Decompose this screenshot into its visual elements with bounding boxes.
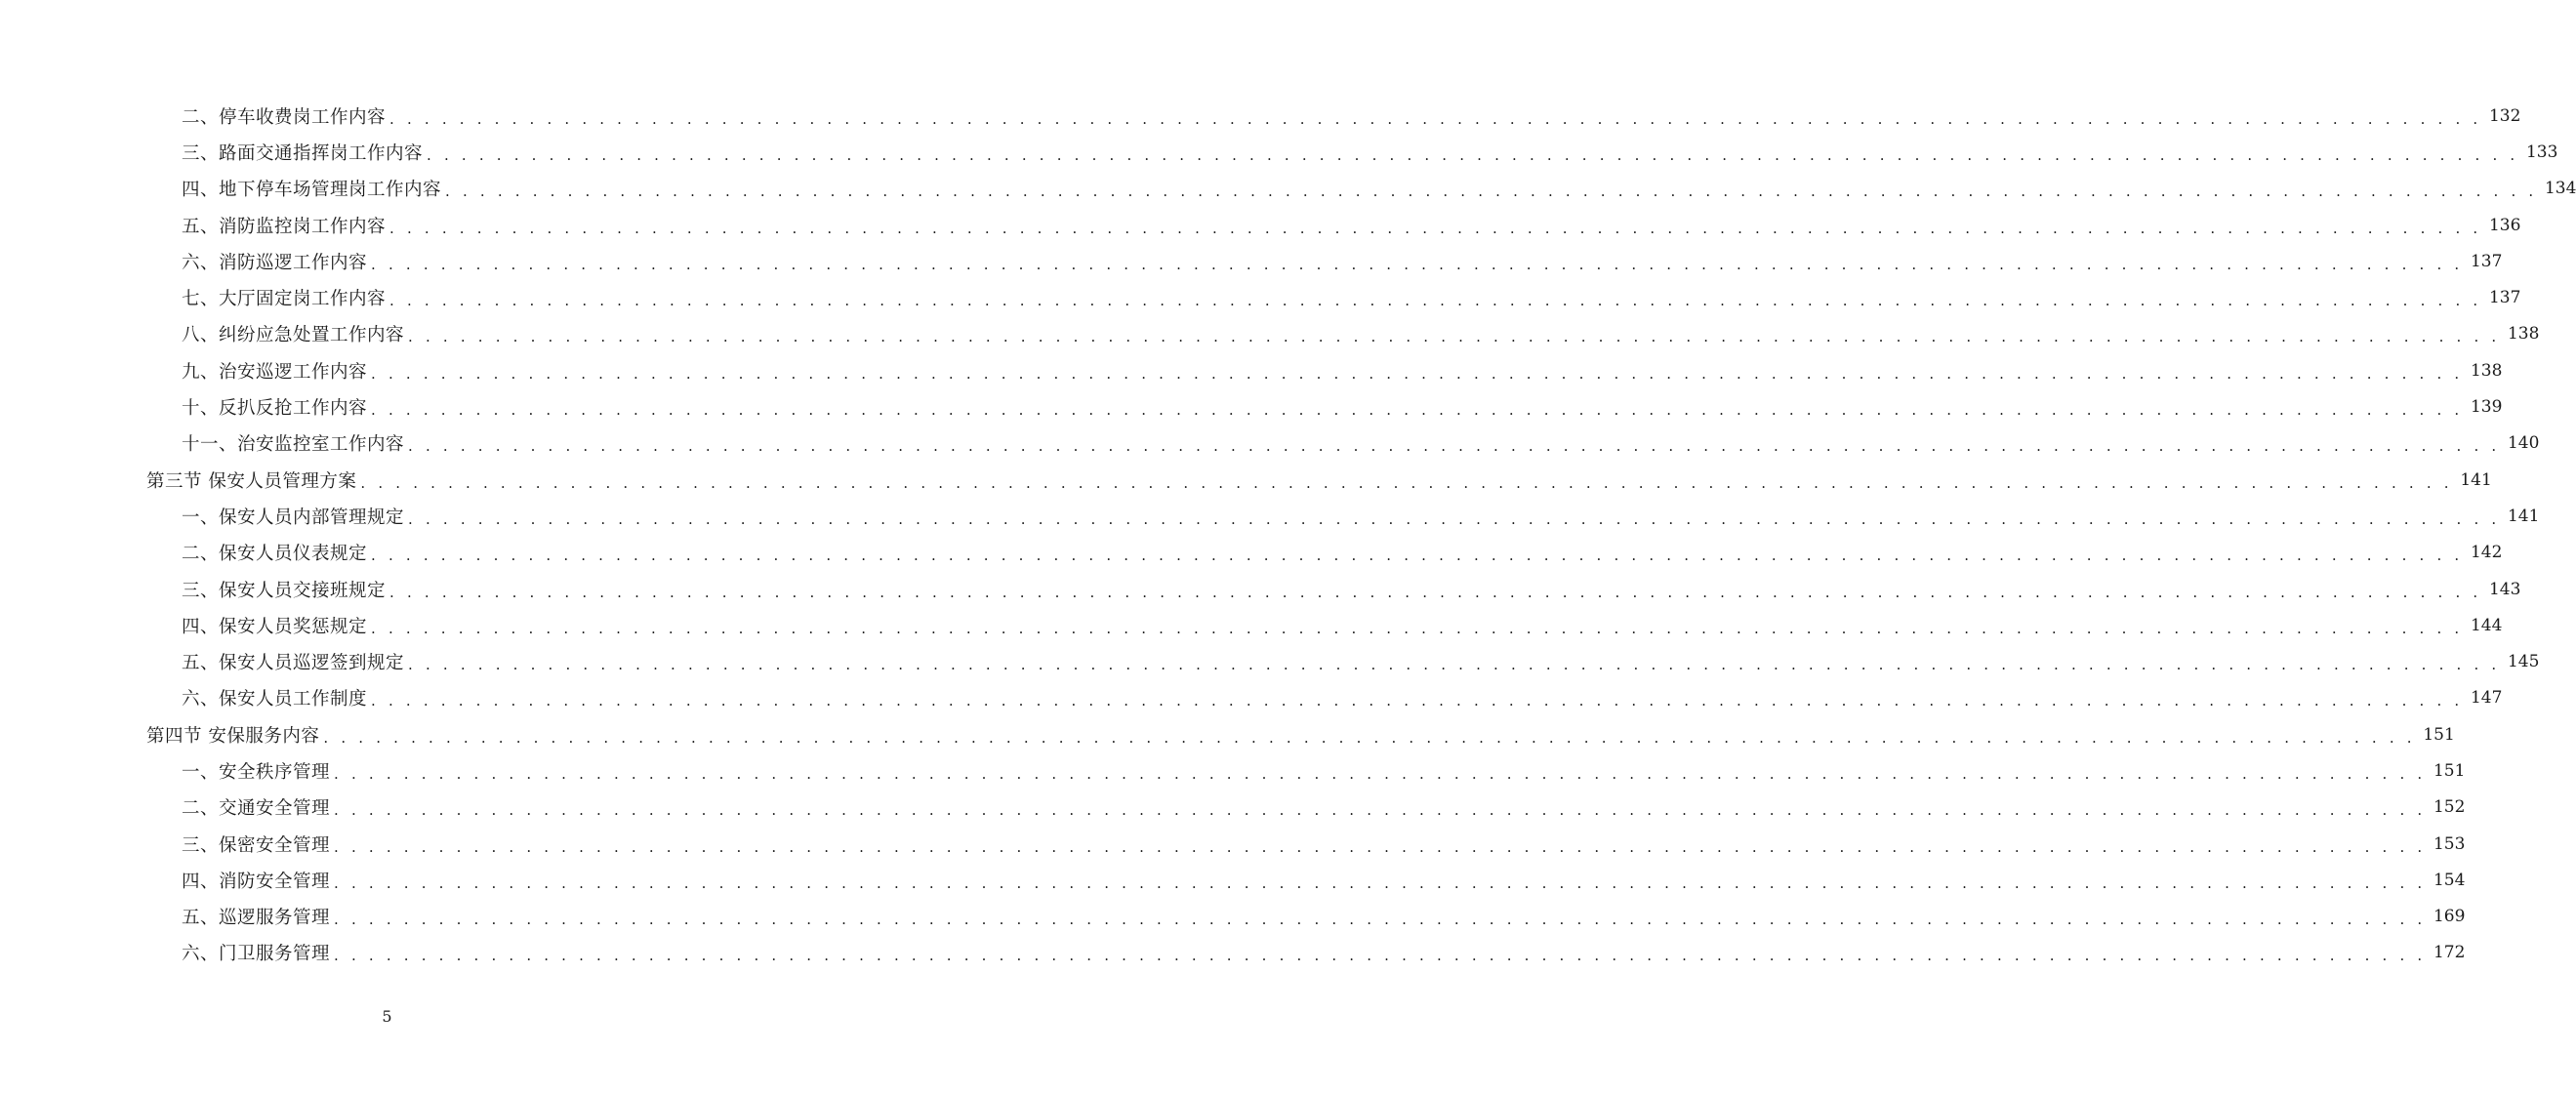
toc-entry-page-number: 137 bbox=[2470, 251, 2503, 271]
toc-dot-leader: . . . . . . . . . . . . . . . . . . . . . . . . . . . . . . . . . . . . . . . . . . . . . . . . . . . . . . . . . . . . . . . . . . . . . . . . . . . . . . . . . . . . . . . . . . . . . . . . . . . . . . . . . . . . . . . . . . . . . . . . bbox=[334, 764, 2427, 783]
toc-entry-title: 二、停车收费岗工作内容 bbox=[182, 106, 387, 128]
toc-entry-title: 六、消防巡逻工作内容 bbox=[182, 252, 368, 273]
toc-entry[interactable] bbox=[0, 571, 2521, 607]
toc-entry-page-number: 169 bbox=[2433, 907, 2466, 927]
toc-dot-leader: . . . . . . . . . . . . . . . . . . . . . . . . . . . . . . . . . . . . . . . . . . . . . . . . . . . . . . . . . . . . . . . . . . . . . . . . . . . . . . . . . . . . . . . . . . . . . . . . . . . . . . . . . . . . . . . . . . . . . . . . bbox=[334, 911, 2427, 929]
toc-entry[interactable] bbox=[0, 790, 2466, 826]
toc-entry[interactable] bbox=[0, 826, 2466, 862]
toc-entry-page-number: 143 bbox=[2488, 579, 2521, 599]
toc-dot-leader: . . . . . . . . . . . . . . . . . . . . . . . . . . . . . . . . . . . . . . . . . . . . . . . . . . . . . . . . . . . . . . . . . . . . . . . . . . . . . . . . . . . . . . . . . . . . . . . . . . . . . . . . . . . . . . . . . . . . . . . . bbox=[408, 656, 2501, 674]
toc-entry[interactable] bbox=[0, 243, 2503, 279]
toc-entry-title: 三、保安人员交接班规定 bbox=[182, 580, 387, 601]
toc-entry-page-number: 134 bbox=[2544, 179, 2576, 199]
toc-entry-title: 三、路面交通指挥岗工作内容 bbox=[182, 142, 424, 164]
toc-dot-leader: . . . . . . . . . . . . . . . . . . . . . . . . . . . . . . . . . . . . . . . . . . . . . . . . . . . . . . . . . . . . . . . . . . . . . . . . . . . . . . . . . . . . . . . . . . . . . . . . . . . . . . . . . . . . . . . . . . . . . . . . bbox=[389, 583, 2482, 601]
toc-entry[interactable] bbox=[0, 899, 2466, 935]
toc-entry-title: 六、保安人员工作制度 bbox=[182, 689, 368, 710]
toc-entry-title: 第四节 安保服务内容 bbox=[146, 725, 320, 747]
toc-dot-leader: . . . . . . . . . . . . . . . . . . . . . . . . . . . . . . . . . . . . . . . . . . . . . . . . . . . . . . . . . . . . . . . . . . . . . . . . . . . . . . . . . . . . . . . . . . . . . . . . . . . . . . . . . . . . . . . . . . . . . . . . bbox=[371, 255, 2464, 273]
toc-entry[interactable] bbox=[0, 352, 2503, 388]
toc-dot-leader: . . . . . . . . . . . . . . . . . . . . . . . . . . . . . . . . . . . . . . . . . . . . . . . . . . . . . . . . . . . . . . . . . . . . . . . . . . . . . . . . . . . . . . . . . . . . . . . . . . . . . . . . . . . . . . . . . . . . . . . . bbox=[445, 182, 2538, 201]
toc-entry-page-number: 138 bbox=[2507, 324, 2540, 345]
toc-dot-leader: . . . . . . . . . . . . . . . . . . . . . . . . . . . . . . . . . . . . . . . . . . . . . . . . . . . . . . . . . . . . . . . . . . . . . . . . . . . . . . . . . . . . . . . . . . . . . . . . . . . . . . . . . . . . . . . . . . . . . . . . bbox=[334, 873, 2427, 892]
toc-dot-leader: . . . . . . . . . . . . . . . . . . . . . . . . . . . . . . . . . . . . . . . . . . . . . . . . . . . . . . . . . . . . . . . . . . . . . . . . . . . . . . . . . . . . . . . . . . . . . . . . . . . . . . . . . . . . . . . . . . . . . . . . bbox=[389, 109, 2482, 128]
toc-entry-title: 五、巡逻服务管理 bbox=[182, 908, 331, 929]
toc-entry-page-number: 151 bbox=[2433, 760, 2466, 781]
toc-entry-title: 四、地下停车场管理岗工作内容 bbox=[182, 180, 442, 201]
toc-dot-leader: . . . . . . . . . . . . . . . . . . . . . . . . . . . . . . . . . . . . . . . . . . . . . . . . . . . . . . . . . . . . . . . . . . . . . . . . . . . . . . . . . . . . . . . . . . . . . . . . . . . . . . . . . . . . . . . . . . . . . . . . bbox=[408, 437, 2501, 456]
toc-entry-page-number: 145 bbox=[2507, 652, 2540, 672]
toc-entry[interactable] bbox=[0, 935, 2466, 971]
toc-entry-title: 五、保安人员巡逻签到规定 bbox=[182, 653, 405, 674]
toc-entry-title: 一、保安人员内部管理规定 bbox=[182, 507, 405, 528]
toc-dot-leader: . . . . . . . . . . . . . . . . . . . . . . . . . . . . . . . . . . . . . . . . . . . . . . . . . . . . . . . . . . . . . . . . . . . . . . . . . . . . . . . . . . . . . . . . . . . . . . . . . . . . . . . . . . . . . . . . . . . . . . . . bbox=[389, 219, 2482, 237]
toc-entry-page-number: 141 bbox=[2507, 506, 2540, 526]
toc-entry-page-number: 139 bbox=[2470, 397, 2503, 418]
toc-dot-leader: . . . . . . . . . . . . . . . . . . . . . . . . . . . . . . . . . . . . . . . . . . . . . . . . . . . . . . . . . . . . . . . . . . . . . . . . . . . . . . . . . . . . . . . . . . . . . . . . . . . . . . . . . . . . . . . . . . . . . . . . bbox=[427, 145, 2519, 164]
toc-entry[interactable] bbox=[0, 607, 2503, 643]
page-number: 5 bbox=[382, 1007, 392, 1026]
toc-entry-page-number: 137 bbox=[2488, 288, 2521, 308]
toc-entry-title: 二、保安人员仪表规定 bbox=[182, 544, 368, 565]
toc-entry-page-number: 133 bbox=[2525, 142, 2558, 162]
toc-dot-leader: . . . . . . . . . . . . . . . . . . . . . . . . . . . . . . . . . . . . . . . . . . . . . . . . . . . . . . . . . . . . . . . . . . . . . . . . . . . . . . . . . . . . . . . . . . . . . . . . . . . . . . . . . . . . . . . . . . . . . . . . bbox=[334, 801, 2427, 820]
toc-entry-title: 八、纠纷应急处置工作内容 bbox=[182, 325, 405, 346]
toc-entry-title: 四、消防安全管理 bbox=[182, 871, 331, 892]
toc-entry-page-number: 140 bbox=[2507, 433, 2540, 454]
table-of-contents bbox=[0, 98, 2576, 971]
toc-entry[interactable] bbox=[0, 98, 2521, 134]
toc-entry-page-number: 132 bbox=[2488, 105, 2521, 126]
toc-entry[interactable] bbox=[0, 316, 2540, 352]
toc-entry-page-number: 144 bbox=[2470, 615, 2503, 635]
toc-dot-leader: . . . . . . . . . . . . . . . . . . . . . . . . . . . . . . . . . . . . . . . . . . . . . . . . . . . . . . . . . . . . . . . . . . . . . . . . . . . . . . . . . . . . . . . . . . . . . . . . . . . . . . . . . . . . . . . . . . . . . . . . bbox=[371, 547, 2464, 565]
toc-entry[interactable] bbox=[0, 680, 2503, 716]
toc-entry-title: 五、消防监控岗工作内容 bbox=[182, 216, 387, 237]
toc-entry-page-number: 151 bbox=[2423, 724, 2455, 745]
toc-entry[interactable] bbox=[0, 498, 2540, 534]
toc-section-entry[interactable] bbox=[0, 716, 2455, 752]
toc-entry[interactable] bbox=[0, 279, 2521, 315]
toc-dot-leader: . . . . . . . . . . . . . . . . . . . . . . . . . . . . . . . . . . . . . . . . . . . . . . . . . . . . . . . . . . . . . . . . . . . . . . . . . . . . . . . . . . . . . . . . . . . . . . . . . . . . . . . . . . . . . . . . . . . . . . . . bbox=[334, 947, 2427, 965]
toc-dot-leader: . . . . . . . . . . . . . . . . . . . . . . . . . . . . . . . . . . . . . . . . . . . . . . . . . . . . . . . . . . . . . . . . . . . . . . . . . . . . . . . . . . . . . . . . . . . . . . . . . . . . . . . . . . . . . . . . . . . . . . . . bbox=[408, 509, 2501, 528]
toc-entry-title: 六、门卫服务管理 bbox=[182, 944, 331, 965]
toc-entry[interactable] bbox=[0, 388, 2503, 425]
toc-entry[interactable] bbox=[0, 752, 2466, 789]
toc-entry[interactable] bbox=[0, 171, 2576, 207]
toc-entry[interactable] bbox=[0, 134, 2558, 170]
toc-entry[interactable] bbox=[0, 535, 2503, 571]
toc-entry-title: 一、安全秩序管理 bbox=[182, 761, 331, 783]
toc-entry-title: 三、保密安全管理 bbox=[182, 834, 331, 856]
toc-dot-leader: . . . . . . . . . . . . . . . . . . . . . . . . . . . . . . . . . . . . . . . . . . . . . . . . . . . . . . . . . . . . . . . . . . . . . . . . . . . . . . . . . . . . . . . . . . . . . . . . . . . . . . . . . . . . . . . . . . . . . . . . bbox=[334, 837, 2427, 856]
toc-entry[interactable] bbox=[0, 643, 2540, 679]
toc-entry-page-number: 172 bbox=[2433, 943, 2466, 963]
toc-entry[interactable] bbox=[0, 862, 2466, 898]
toc-entry-page-number: 152 bbox=[2433, 797, 2466, 818]
toc-dot-leader: . . . . . . . . . . . . . . . . . . . . . . . . . . . . . . . . . . . . . . . . . . . . . . . . . . . . . . . . . . . . . . . . . . . . . . . . . . . . . . . . . . . . . . . . . . . . . . . . . . . . . . . . . . . . . . . . . . . . . . . . bbox=[408, 328, 2501, 346]
toc-entry-page-number: 153 bbox=[2433, 833, 2466, 854]
toc-dot-leader: . . . . . . . . . . . . . . . . . . . . . . . . . . . . . . . . . . . . . . . . . . . . . . . . . . . . . . . . . . . . . . . . . . . . . . . . . . . . . . . . . . . . . . . . . . . . . . . . . . . . . . . . . . . . . . . . . . . . . . . . bbox=[371, 364, 2464, 383]
toc-entry-title: 四、保安人员奖惩规定 bbox=[182, 616, 368, 637]
toc-entry-page-number: 147 bbox=[2470, 688, 2503, 709]
toc-entry-page-number: 142 bbox=[2470, 543, 2503, 563]
toc-entry[interactable] bbox=[0, 207, 2521, 243]
toc-dot-leader: . . . . . . . . . . . . . . . . . . . . . . . . . . . . . . . . . . . . . . . . . . . . . . . . . . . . . . . . . . . . . . . . . . . . . . . . . . . . . . . . . . . . . . . . . . . . . . . . . . . . . . . . . . . . . . . . . . . . . . . . bbox=[371, 401, 2464, 420]
toc-dot-leader: . . . . . . . . . . . . . . . . . . . . . . . . . . . . . . . . . . . . . . . . . . . . . . . . . . . . . . . . . . . . . . . . . . . . . . . . . . . . . . . . . . . . . . . . . . . . . . . . . . . . . . . . . . . . . . . . . . . . . . . . bbox=[360, 473, 2453, 492]
toc-section-entry[interactable] bbox=[0, 462, 2492, 498]
toc-entry-title: 二、交通安全管理 bbox=[182, 798, 331, 820]
toc-entry-page-number: 141 bbox=[2460, 469, 2492, 490]
toc-entry-page-number: 136 bbox=[2488, 215, 2521, 235]
toc-dot-leader: . . . . . . . . . . . . . . . . . . . . . . . . . . . . . . . . . . . . . . . . . . . . . . . . . . . . . . . . . . . . . . . . . . . . . . . . . . . . . . . . . . . . . . . . . . . . . . . . . . . . . . . . . . . . . . . . . . . . . . . . bbox=[371, 619, 2464, 637]
toc-entry-title: 七、大厅固定岗工作内容 bbox=[182, 289, 387, 310]
toc-dot-leader: . . . . . . . . . . . . . . . . . . . . . . . . . . . . . . . . . . . . . . . . . . . . . . . . . . . . . . . . . . . . . . . . . . . . . . . . . . . . . . . . . . . . . . . . . . . . . . . . . . . . . . . . . . . . . . . . . . . . . . . . bbox=[323, 728, 2416, 747]
toc-entry[interactable] bbox=[0, 426, 2540, 462]
toc-dot-leader: . . . . . . . . . . . . . . . . . . . . . . . . . . . . . . . . . . . . . . . . . . . . . . . . . . . . . . . . . . . . . . . . . . . . . . . . . . . . . . . . . . . . . . . . . . . . . . . . . . . . . . . . . . . . . . . . . . . . . . . . bbox=[371, 692, 2464, 710]
toc-dot-leader: . . . . . . . . . . . . . . . . . . . . . . . . . . . . . . . . . . . . . . . . . . . . . . . . . . . . . . . . . . . . . . . . . . . . . . . . . . . . . . . . . . . . . . . . . . . . . . . . . . . . . . . . . . . . . . . . . . . . . . . . bbox=[389, 292, 2482, 310]
toc-entry-title: 九、治安巡逻工作内容 bbox=[182, 361, 368, 383]
toc-entry-title: 第三节 保安人员管理方案 bbox=[146, 470, 357, 492]
toc-entry-title: 十、反扒反抢工作内容 bbox=[182, 398, 368, 420]
toc-entry-page-number: 138 bbox=[2470, 360, 2503, 381]
toc-entry-page-number: 154 bbox=[2433, 870, 2466, 890]
toc-entry-title: 十一、治安监控室工作内容 bbox=[182, 434, 405, 456]
